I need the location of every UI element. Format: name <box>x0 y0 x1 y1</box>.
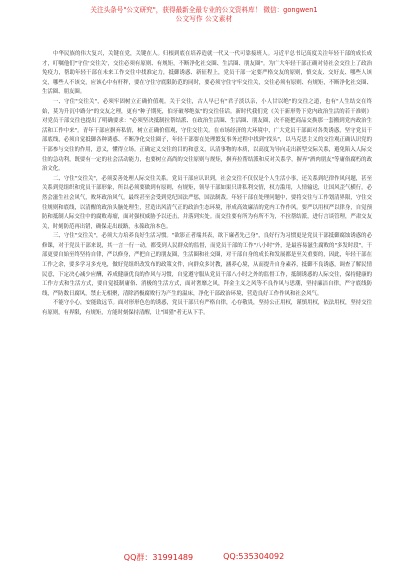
footer-qq-group: QQ群：31991489 <box>123 553 194 562</box>
footer-contact <box>0 552 408 568</box>
paragraph-section-3: 三、守住"交往关"，必须大力培养良好生活习惯。"欲影正者端其表，欲下廉者先己身"，良好行为习惯更是党员干部抵御腐蚀诱惑的必修课，对于党员干部来说，其一言一行一动，都受到人民群众的监督，而党员干部的工作"八小时"外，是最容易滋生腐败的"多发时段"，干部更要自始至终坚持自律，严以修身，严把自己的朋友圈，生活圈和社交圈，对干部自身的成长和发展都是至关重要的，因此，年轻干部在工作之余，要多学习多充电，做好党组织改发布的政策文件，向群众多讨教，涵养心境，从而提升自身素养，抵御不良诱惑，调查了解民情民意，下定决心减少应酬，养成健康优良的作风与习惯，自觉遵守服从党员干部八小时之外的监督工作，抵制诱惑的人际交往，保持健康的工作方式和生活方式，要自觉抵制庸俗、消极的生活方式，面对奢靡之风，拜金主义之风等不良作风与思潮，坚持廉洁自律，严守底线防线，严防数日腐风，禁止无相聚，清除消极腐败行为产生的温床，净化干部政治环境，营造良好工作作风和社会风气。 <box>42 233 372 297</box>
paragraph-section-2: 二、守住"交往关"，必须妥善处理人际交往关系。党员干部应认识到，社会交往不仅仅是个人生活小事，还关系到纪律作风问题，甚至关系到党组织和党员干部形象，所以必须要做到有原则，有规矩，领导干部如果只讲私利交情，权力滥用，人情输送，让国风歪气横行，必然会滋生社会风气，败坏政治风气，最终甚至会受到党纪国法严惩，国法制裁。年轻干部在处理问题中，要将交往与工作划清界限，守住交往规则和底线，以清醒的政治头脑处理生，营造出风清气正的政治生态环境，形成高效廉洁的党内工作作风。要严以用权严以律身，自觉预防和抵制人际交往中的腐败毒瘤，面对强权威胁予以还击，并落到实处。而交往要有所为有所不为，不拉帮结派，进行言谈管理，严肃交友关，时刻防范再出错，确保走出歧路，永葆政治本色。 <box>42 175 372 230</box>
header-banner <box>0 0 408 30</box>
banner-ad-line: 关注头条号"公文研究"，获得最新全最专业的公文资料库！ 微信：gongwen1 <box>90 6 318 14</box>
paragraph-intro: 中华民族的伟大复兴，关键在党，关键在人。归根到底在培养造就一代又一代可靠接班人。习近平总书记高度关注年轻干部的成长成才，叮嘱他们"守住'交往关'，交往必须有原则、有规矩，不断净化社交圈、生活圈、朋友圈"。为广大年轻干部正确对待社会交往上了政治免疫力，帮助年轻干部在未来工作交往中找准定力，抵御诱惑、新征程上，党员干部一定要严格交友的原则，慎交友、交好友、哪些人该交，哪些人不该交，应该心中有杆秤，要在守住守底限防范的同时，要必须守住守牢交往关，交往必须有原则、有规矩，不断净化社交圈、生活圈、朋友圈。 <box>42 51 372 96</box>
banner-subtitle-line: 公文写作 公文素材 <box>175 15 233 23</box>
paragraph-section-1: 一、守住"交往关"，必须牢固树立正确价值观。关于交往，古人早已有"君子淡以亲，小人甘以绝"的交往之道，也有"人生结交在终始，莫为升沉中路分"的交友之理，更有"种子期死，伯牙破琴绝弦"的交往佳话。新时代我们党《关于新形势下党内政治生活的若干准则》对党员干部交往也提出了明确要求："必须坚决抵制拉帮结派、在政治生活圈、生活圈、朋友圈，决不能把商品交换那一套搬到党内政治生活和工作中来"。青年干部应摒弃私情，树立正确价值观，守住交往关。在市场经济的大环境中，广大党员干部面对各类诱惑，坚守党员干部底线，必须自觉抵御各种诱惑、不断净化交往圈子，年轻干部要在处理繁复事务过程中找到"找头"，以马克思主义的交往观正确认识党的干部参与交往的作用，意义，懂得立场。正确定义交往的目的和意义，认清事物的本质，以高度为导向走出新型交际关系，避免陷入人际交往的急功利，既要有一定的社会活动能力，也要树立高尚的交往原则与规矩，摒弃拉帮结派和反对关系学，摒弃"酒肉朋友"等庸俗腐朽的政治文化。 <box>42 98 372 173</box>
document-body <box>42 50 372 319</box>
footer-qq: QQ:535304092 <box>223 552 285 561</box>
paragraph-conclusion: 不能守小心，安能致远节。面对形形色色的诱惑，党员干部只有严格自律，心存敬畏，坚持公正用权，谨慎用权，依法用权，坚持交往有原则，有界限，有规矩，方能时刻保持清醒，让"围猎"者无从下手。 <box>42 300 372 317</box>
